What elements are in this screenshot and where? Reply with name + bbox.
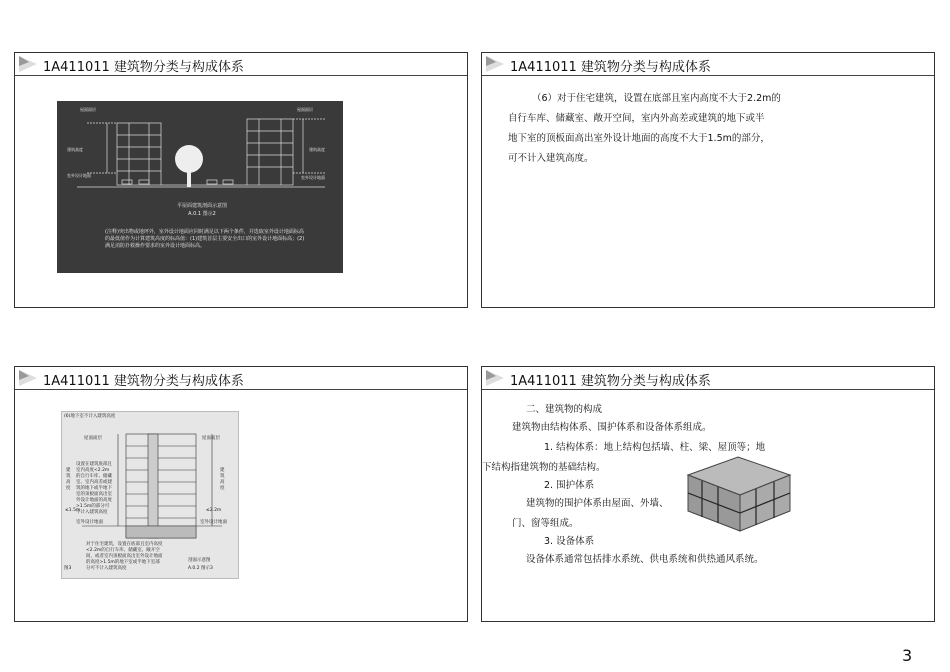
figure-left-caption: 图3 xyxy=(64,566,72,571)
figure-caption-sub: A.0.2 图示3 xyxy=(188,566,213,571)
label-roof-left: 屋面面层 xyxy=(84,436,102,441)
label-height-right: 建筑高度 xyxy=(220,468,225,491)
slide-3[interactable] xyxy=(14,366,468,622)
body-line: 设备体系通常包括排水系统、供电系统和供热通风系统。 xyxy=(526,554,764,565)
body-line: 二、建筑物的构成 xyxy=(526,404,603,415)
slide-title: 1A411011 建筑物分类与构成体系 xyxy=(510,374,711,389)
label-dim-1: ≤1.5m xyxy=(65,508,81,513)
slide-header xyxy=(482,53,934,76)
building-section-figure xyxy=(57,101,343,273)
label-height-left: 建筑高度 xyxy=(67,147,83,152)
slide-2[interactable] xyxy=(481,52,935,308)
label-ground-right: 室外设计地面 xyxy=(200,520,227,525)
body-line: 建筑物的围护体系由屋面、外墙、 xyxy=(526,498,669,509)
figure-top-label: (6)地下室不计入建筑高度 xyxy=(64,414,116,419)
slide-header xyxy=(15,367,467,390)
slide-title: 1A411011 建筑物分类与构成体系 xyxy=(43,60,244,75)
body-line: 地下室的顶板面高出室外设计地面的高度不大于1.5m的部分， xyxy=(508,133,770,144)
label-ground-left: 室外设计地面 xyxy=(76,520,103,525)
body-line: 3. 设备体系 xyxy=(544,536,595,547)
corner-decoration-icon xyxy=(17,54,41,74)
body-line: 自行车库、储藏室、敞开空间，室内外高差或建筑的地下或半 xyxy=(508,113,765,124)
label-height-right: 建筑高度 xyxy=(309,147,325,152)
body-line: 门、窗等组成。 xyxy=(512,518,579,529)
figure-caption-title: 剖面示意图 xyxy=(188,558,211,563)
slide-title: 1A411011 建筑物分类与构成体系 xyxy=(510,60,711,75)
figure-caption-title: 平屋面建筑剖面示意图 xyxy=(176,203,227,209)
slide-header xyxy=(15,53,467,76)
body-text xyxy=(508,89,828,169)
slide-4[interactable] xyxy=(481,366,935,622)
label-ground-right: 室外设计地面 xyxy=(301,175,325,180)
corner-decoration-icon xyxy=(17,368,41,388)
label-dim-2: ≤2.2m xyxy=(206,508,222,513)
label-roof-right: 屋面面层 xyxy=(202,436,220,441)
basement-section-figure xyxy=(61,411,239,579)
label-ground-left: 室外设计地面 xyxy=(67,173,91,178)
page-number: 3 xyxy=(902,646,913,665)
body-line: （6）对于住宅建筑，设置在底部且室内高度不大于2.2m的 xyxy=(532,93,781,104)
figure-caption-sub: A.0.1 图示2 xyxy=(188,211,216,217)
label-roof-left: 屋面面层 xyxy=(80,107,96,112)
label-roof-right: 屋面面层 xyxy=(297,107,313,112)
building-structure-3d-image xyxy=(678,455,798,535)
body-line: 下结构指建筑物的基础结构。 xyxy=(482,462,606,473)
figure-side-note: 设置在建筑底部且室内高度<2.2m的自行车库、储藏室、室内高差或建筑的地下或半地下室的顶板面高出室外设计地面的高度>1.5m的部分可不计入建筑高度 xyxy=(76,462,112,515)
label-height-left: 建筑高度 xyxy=(66,468,71,491)
body-line: 可不计入建筑高度。 xyxy=(508,153,594,164)
body-line: 建筑物由结构体系、围护体系和设备体系组成。 xyxy=(512,422,712,433)
slide-header xyxy=(482,367,934,390)
figure-bottom-note: 对于住宅建筑，设置在底部且室内高度<2.2m的自行车库、储藏室、敞开空间，或者室内顶板面高出室外设计地面的高度>1.5m的地下室或半地下室部分可不计入建筑高度 xyxy=(86,542,163,571)
corner-decoration-icon xyxy=(484,54,508,74)
corner-decoration-icon xyxy=(484,368,508,388)
slide-1[interactable] xyxy=(14,52,468,308)
body-line: 2. 围护体系 xyxy=(544,480,595,491)
slide-title: 1A411011 建筑物分类与构成体系 xyxy=(43,374,244,389)
body-line: 1. 结构体系：地上结构包括墙、柱、梁、屋顶等；地 xyxy=(544,442,766,453)
figure-note: (注释)突出物或地坪外，室外设计地面应同时满足以下两个条件，并选取室外设计地面标高的最低值作为计算建筑高度的标高值：(1)建筑首层主要安全出口的室外设计地面标高；(2)满足消防扑救操作要求的室外设计地面标高。 xyxy=(105,229,305,249)
